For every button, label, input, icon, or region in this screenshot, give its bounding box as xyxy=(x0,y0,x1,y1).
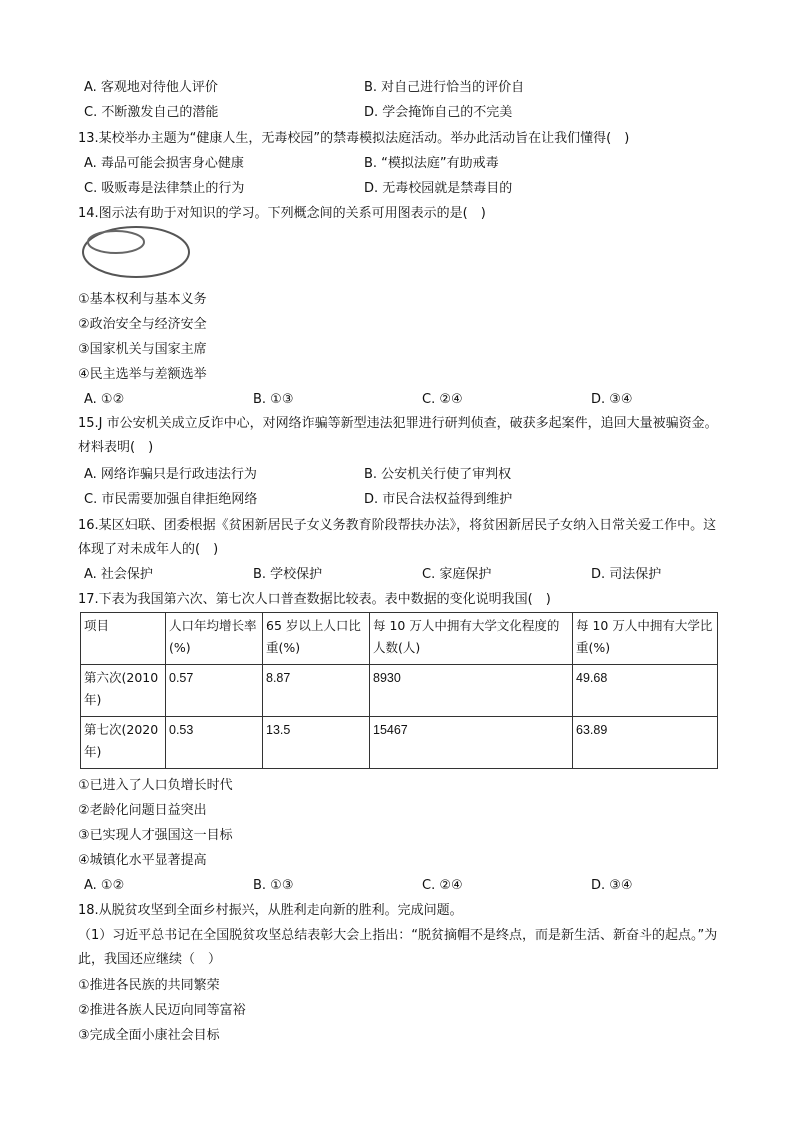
table-header-cell: 每 10 万人中拥有大学比重(%) xyxy=(573,613,718,665)
q17-stem: 17.下表为我国第六次、第七次人口普查数据比较表。表中数据的变化说明我国( ) xyxy=(78,592,551,607)
q17-option-a[interactable]: A. ①② xyxy=(84,878,125,893)
q17-item-2: ②老龄化问题日益突出 xyxy=(78,803,207,818)
q18-item-3: ③完成全面小康社会目标 xyxy=(78,1028,220,1043)
q16-option-c[interactable]: C. 家庭保护 xyxy=(422,567,492,582)
q12-option-b[interactable]: B. 对自己进行恰当的评价自 xyxy=(364,80,525,95)
table-header-cell: 项目 xyxy=(81,613,166,665)
q13-option-a[interactable]: A. 毒品可能会损害身心健康 xyxy=(84,156,244,171)
q16-stem: 16.某区妇联、团委根据《贫困新居民子女义务教育阶段帮扶办法》，将贫困新居民子女纳入日常关爱工作中。这体现了对未成年人的( ) xyxy=(78,518,717,557)
q14-item-3: ③国家机关与国家主席 xyxy=(78,342,207,357)
q12-option-a[interactable]: A. 客观地对待他人评价 xyxy=(84,80,218,95)
venn-diagram xyxy=(80,224,192,280)
q18-sub1: （1）习近平总书记在全国脱贫攻坚总结表彰大会上指出：“脱贫摘帽不是终点，而是新生活、新奋斗的起点。”为此，我国还应继续（ ） xyxy=(78,928,718,967)
q16-option-b[interactable]: B. 学校保护 xyxy=(253,567,323,582)
q15-option-c[interactable]: C. 市民需要加强自律拒绝网络 xyxy=(84,492,258,507)
q12-option-d[interactable]: D. 学会掩饰自己的不完美 xyxy=(364,105,513,120)
q18-item-1: ①推进各民族的共同繁荣 xyxy=(78,978,220,993)
q17-option-c[interactable]: C. ②④ xyxy=(422,878,463,893)
q14-option-b[interactable]: B. ①③ xyxy=(253,392,294,407)
inner-ellipse xyxy=(88,231,144,253)
q17-option-d[interactable]: D. ③④ xyxy=(591,878,633,893)
table-cell: 0.57 xyxy=(166,665,263,717)
q18-item-2: ②推进各族人民迈向同等富裕 xyxy=(78,1003,246,1018)
table-cell: 第七次(2020年) xyxy=(81,717,166,769)
q14-option-d[interactable]: D. ③④ xyxy=(591,392,633,407)
table-row xyxy=(81,665,718,717)
q17-item-4: ④城镇化水平显著提高 xyxy=(78,853,207,868)
table-header-row xyxy=(81,613,718,665)
table-header-cell: 每 10 万人中拥有大学文化程度的人数(人) xyxy=(370,613,573,665)
q15-option-a[interactable]: A. 网络诈骗只是行政违法行为 xyxy=(84,467,257,482)
q18-stem: 18.从脱贫攻坚到全面乡村振兴，从胜利走向新的胜利。完成问题。 xyxy=(78,903,463,918)
table-row xyxy=(81,717,718,769)
census-table xyxy=(80,612,718,769)
table-cell: 8.87 xyxy=(263,665,370,717)
q13-option-c[interactable]: C. 吸贩毒是法律禁止的行为 xyxy=(84,181,245,196)
q14-option-a[interactable]: A. ①② xyxy=(84,392,125,407)
q13-option-b[interactable]: B. “模拟法庭”有助戒毒 xyxy=(364,156,499,171)
table-cell: 0.53 xyxy=(166,717,263,769)
q13-option-d[interactable]: D. 无毒校园就是禁毒目的 xyxy=(364,181,513,196)
q14-stem: 14.图示法有助于对知识的学习。下列概念间的关系可用图表示的是( ) xyxy=(78,206,486,221)
q16-option-a[interactable]: A. 社会保护 xyxy=(84,567,153,582)
table-cell: 15467 xyxy=(370,717,573,769)
q16-option-d[interactable]: D. 司法保护 xyxy=(591,567,662,582)
table-cell: 49.68 xyxy=(573,665,718,717)
q13-stem: 13.某校举办主题为“健康人生，无毒校园”的禁毒模拟法庭活动。举办此活动旨在让我们懂得( ) xyxy=(78,131,630,146)
q17-item-1: ①已进入了人口负增长时代 xyxy=(78,778,233,793)
q14-item-1: ①基本权利与基本义务 xyxy=(78,292,207,307)
q15-stem: 15.J 市公安机关成立反诈中心，对网络诈骗等新型违法犯罪进行研判侦查，破获多起案件，追回大量被骗资金。材料表明( ) xyxy=(78,416,718,455)
q14-option-c[interactable]: C. ②④ xyxy=(422,392,463,407)
table-header-cell: 65 岁以上人口比重(%) xyxy=(263,613,370,665)
q17-option-b[interactable]: B. ①③ xyxy=(253,878,294,893)
q17-item-3: ③已实现人才强国这一目标 xyxy=(78,828,233,843)
table-cell: 8930 xyxy=(370,665,573,717)
q15-option-d[interactable]: D. 市民合法权益得到维护 xyxy=(364,492,513,507)
table-header-cell: 人口年均增长率(%) xyxy=(166,613,263,665)
q15-option-b[interactable]: B. 公安机关行使了审判权 xyxy=(364,467,512,482)
q14-item-4: ④民主选举与差额选举 xyxy=(78,367,207,382)
table-cell: 第六次(2010年) xyxy=(81,665,166,717)
q12-option-c[interactable]: C. 不断激发自己的潜能 xyxy=(84,105,219,120)
q14-item-2: ②政治安全与经济安全 xyxy=(78,317,207,332)
table-cell: 13.5 xyxy=(263,717,370,769)
table-cell: 63.89 xyxy=(573,717,718,769)
